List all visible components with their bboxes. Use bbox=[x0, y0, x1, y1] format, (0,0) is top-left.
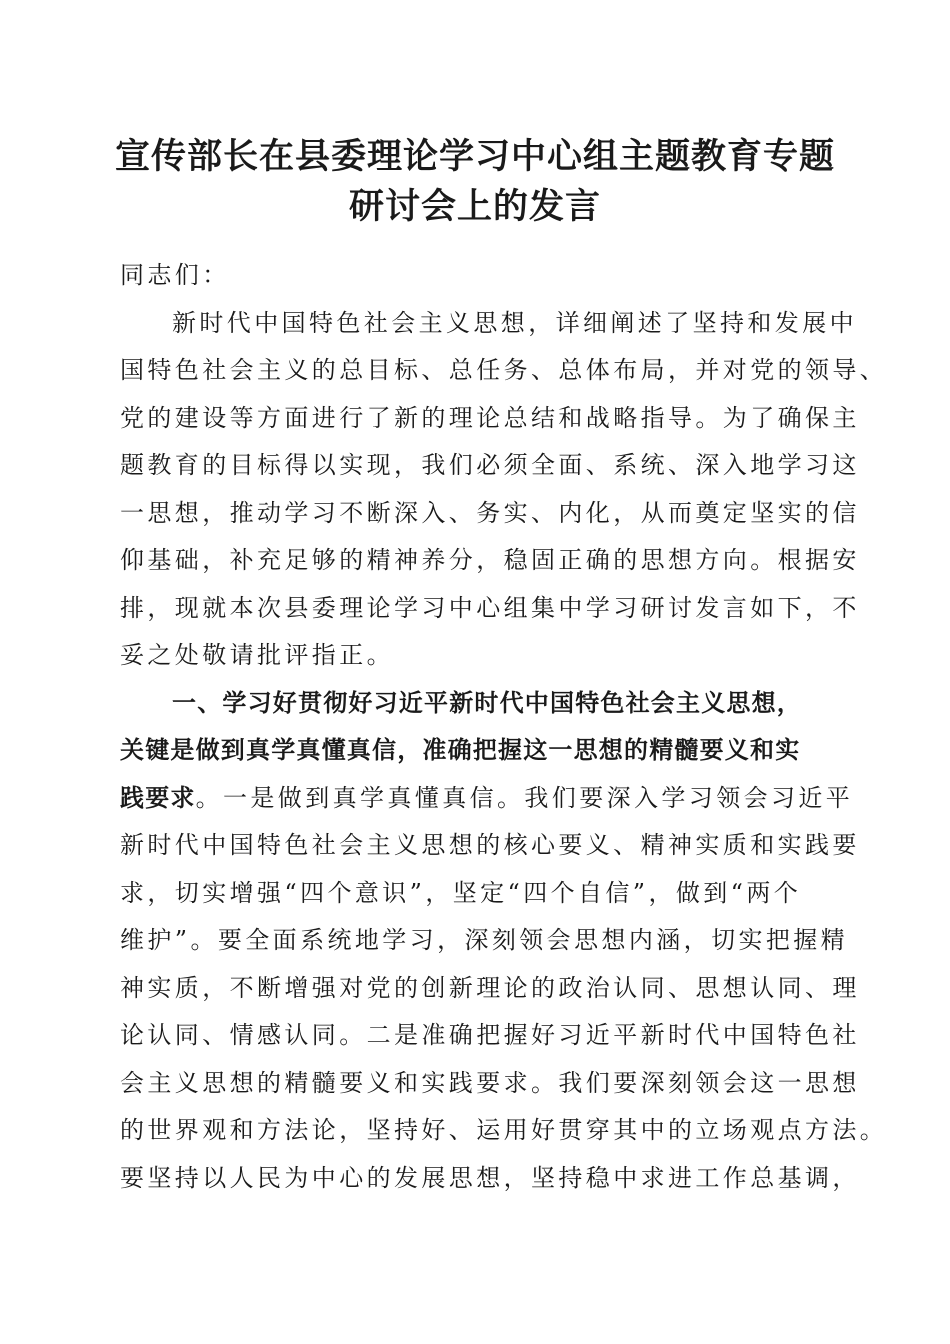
document-body bbox=[120, 252, 888, 1202]
paragraph-line: 排，现就本次县委理论学习中心组集中学习研讨发言如下，不 bbox=[120, 593, 860, 622]
salutation: 同志们： bbox=[120, 261, 230, 289]
paragraph-line: 妥之处敬请批评指正。 bbox=[120, 641, 394, 669]
section-line: 要坚持以人民为中心的发展思想，坚持稳中求进工作总基调， bbox=[120, 1163, 860, 1192]
section-heading-line-3: 践要求 bbox=[120, 783, 196, 812]
document-title bbox=[100, 132, 850, 232]
section-line: 维护”。要全面系统地学习，深刻领会思想内涵，切实把握精 bbox=[120, 926, 849, 954]
paragraph-line: 仰基础，补充足够的精神养分，稳固正确的思想方向。根据安 bbox=[120, 546, 860, 574]
section-line: 神实质，不断增强对党的创新理论的政治认同、思想认同、理 bbox=[120, 973, 860, 1002]
paragraph-line: 一思想，推动学习不断深入、务实、内化，从而奠定坚实的信 bbox=[120, 498, 860, 527]
section-mixed-line bbox=[120, 775, 854, 823]
title-line-1: 宣传部长在县委理论学习中心组主题教育专题 bbox=[114, 136, 835, 177]
section-line-rest: 。一是做到真学真懂真信。我们要深入学习领会习近平 bbox=[195, 783, 854, 812]
paragraph-line: 国特色社会主义的总目标、总任务、总体布局，并对党的领导、 bbox=[120, 356, 888, 384]
paragraph-line: 新时代中国特色社会主义思想，详细阐述了坚持和发展中 bbox=[172, 308, 857, 337]
paragraph-intro bbox=[120, 300, 888, 680]
section-line: 的世界观和方法论，坚持好、运用好贯穿其中的立场观点方法。 bbox=[120, 1116, 888, 1144]
section-line: 论认同、情感认同。二是准确把握好习近平新时代中国特色社 bbox=[120, 1021, 860, 1049]
section-line: 会主义思想的精髓要义和实践要求。我们要深刻领会这一思想 bbox=[120, 1068, 860, 1097]
section-heading-line-2: 关键是做到真学真懂真信，准确把握这一思想的精髓要义和实 bbox=[120, 736, 801, 764]
paragraph-line: 党的建设等方面进行了新的理论总结和战略指导。为了确保主 bbox=[120, 403, 860, 432]
paragraph-line: 题教育的目标得以实现，我们必须全面、系统、深入地学习这 bbox=[120, 451, 860, 479]
section-line: 求，切实增强“四个意识”，坚定“四个自信”，做到“两个 bbox=[120, 878, 802, 907]
title-line-2: 研讨会上的发言 bbox=[348, 186, 601, 227]
section-one bbox=[120, 680, 888, 1203]
section-heading-line-1: 一、学习好贯彻好习近平新时代中国特色社会主义思想， bbox=[172, 688, 802, 717]
section-line: 新时代中国特色社会主义思想的核心要义、精神实质和实践要 bbox=[120, 831, 860, 859]
